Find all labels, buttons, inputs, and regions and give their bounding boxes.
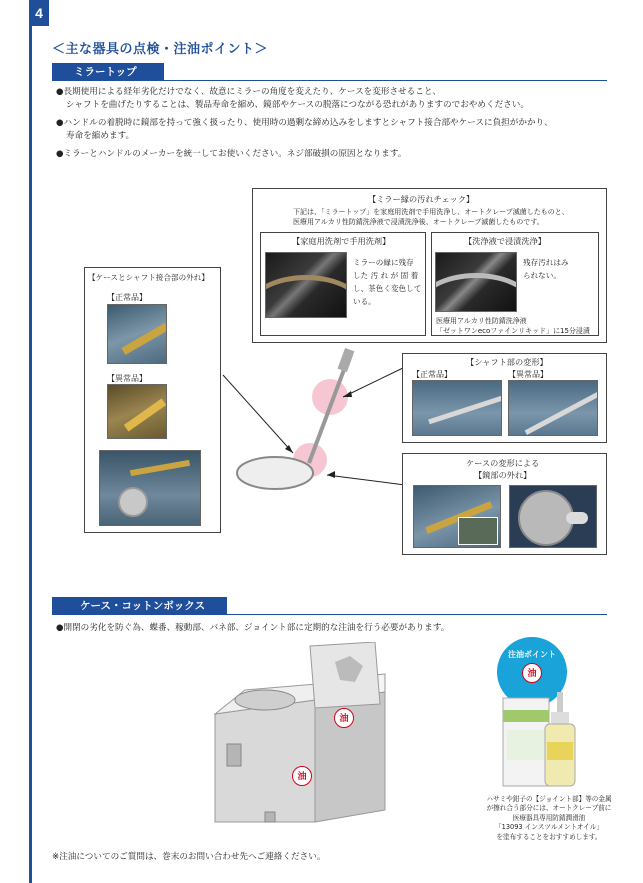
soak-wash-title: 【洗浄液で浸漬洗浄】 (464, 236, 546, 246)
footer-note: ※注油についてのご質問は、巻末のお問い合わせ先へご連絡ください。 (52, 852, 326, 862)
oil-caption-line-4: 「13093 インスツルメントオイル」 (495, 823, 603, 832)
case-deform-title-1: ケースの変形による (466, 458, 540, 468)
case-box-bullet: ●開閉の劣化を防ぐ為、蝶番、稼動部、バネ部、ジョイント部に定期的な注油を行う必要があります。 (56, 623, 450, 633)
joint-abnormal-label: 【異常品】 (107, 374, 147, 383)
case-foot (265, 812, 275, 822)
home-wash-text-2: した 汚 れ が 固 着 (353, 271, 419, 280)
soak-wash-text-1: 残存汚れはみ (523, 258, 569, 267)
joint-normal-label: 【正常品】 (107, 293, 147, 302)
case-hinge-left (227, 744, 241, 766)
bullet-line-5: ●ミラーとハンドルのメーカーを統一してお使いください。ネジ部破損の原因となります。 (56, 149, 407, 159)
stain-check-title: 【ミラー縁の汚れチェック】 (368, 194, 475, 204)
arrow-joint-line (223, 375, 293, 453)
shaft-deform-title: 【シャフト部の変形】 (466, 357, 548, 367)
oil-caption-line-1: ハサミや鉗子の【ジョイント部】等の金属 (486, 795, 612, 803)
home-wash-text-3: し、茶色く変色して (353, 284, 422, 293)
section-header-mirror-top: ミラートップ (52, 63, 164, 81)
bullet-line-1: ●長期使用による経年劣化だけでなく、故意にミラーの角度を変えたり、ケースを変形させること、 (56, 87, 442, 97)
oil-bottle-cap-nozzle (557, 692, 563, 712)
arrow-joint-head (285, 445, 293, 453)
case-deform-title-2: 【鏡部の外れ】 (474, 470, 532, 480)
case-top-dial (235, 690, 295, 710)
case-box-illustration (205, 642, 395, 832)
mirror-head (237, 457, 313, 489)
soak-note-1: 医療用アルカリ性防錆洗浄液 (436, 317, 527, 325)
oil-bottle-label (547, 742, 573, 760)
bullet-line-3: ●ハンドルの着脱時に鏡部を持って強く扱ったり、使用時の過剰な締め込みをしますとシャフト接合部やケースに負担がかかり、 (56, 118, 553, 128)
oil-caption-line-2: が擦れ合う部分には、オートクレーブ前に (486, 804, 612, 813)
oil-product-box-band (503, 710, 549, 722)
oil-product-illustration (493, 690, 593, 795)
home-wash-text-4: いる。 (353, 297, 376, 306)
oil-bottle-cap (551, 712, 569, 724)
shaft-normal-label: 【正常品】 (412, 370, 452, 379)
oil-point-label: 注油ポイント (508, 650, 556, 659)
page-number: 4 (29, 0, 49, 26)
joint-normal-photo (107, 304, 167, 364)
shaft-normal-photo (412, 380, 502, 436)
home-wash-title: 【家庭用洗剤で手用洗剤】 (292, 236, 391, 246)
stain-check-desc-1: 下記は、「ミラートップ」を家庭用洗剤で手用洗浄し、オートクレーブ滅菌したものと、 (293, 208, 569, 216)
joint-detach-title: 【ケースとシャフト接合部の外れ】 (88, 273, 209, 282)
arrow-case-head (327, 471, 335, 478)
section-header-case-box: ケース・コットンボックス (52, 597, 227, 615)
page-title: ＜主な器具の点検・注油ポイント＞ (52, 42, 269, 57)
section-rule-mirror-top (52, 80, 607, 81)
oil-mark-lid: 油 (334, 708, 354, 728)
home-wash-photo (265, 252, 347, 318)
oil-badge-mark: 油 (522, 663, 542, 683)
soak-wash-text-2: られない。 (523, 271, 561, 280)
mirror-illustration (215, 345, 425, 505)
arrow-shaft-line (343, 367, 405, 397)
joint-abnormal-photo (107, 384, 167, 439)
oil-caption-line-3: 医療器具専用防錆潤滑油 (512, 813, 586, 822)
section-rule-case-box (52, 614, 607, 615)
soak-note-2: 「ゼットワンecoファインリキッド」に15分浸漬 (436, 327, 590, 335)
home-wash-text-1: ミラーの縁に残存 (353, 258, 414, 267)
mirror-thread (338, 348, 355, 372)
oil-mark-hinge: 油 (292, 766, 312, 786)
oil-product-box-label (507, 730, 545, 760)
bullet-line-4: 寿命を縮めます。 (66, 131, 135, 141)
oil-caption (479, 795, 619, 842)
arrow-case-line (327, 475, 405, 485)
case-deform-photo (413, 485, 501, 548)
soak-wash-photo (435, 252, 517, 312)
left-margin-rule (29, 0, 32, 883)
stain-check-desc-2: 医療用アルカリ性防錆洗浄液で浸漬洗浄後、オートクレーブ滅菌したものです。 (293, 218, 544, 226)
oil-caption-line-5: を塗布することをおすすめします。 (496, 832, 602, 841)
shaft-abnormal-photo (508, 380, 598, 436)
shaft-abnormal-label: 【異常品】 (508, 370, 548, 379)
bullet-line-2: シャフトを曲げたりすることは、製品寿命を縮め、鏡部やケースの脱落につながる恐れがありますのでおやめください。 (66, 100, 529, 110)
detached-mirror-photo (509, 485, 597, 548)
joint-mirror-photo (99, 450, 201, 526)
